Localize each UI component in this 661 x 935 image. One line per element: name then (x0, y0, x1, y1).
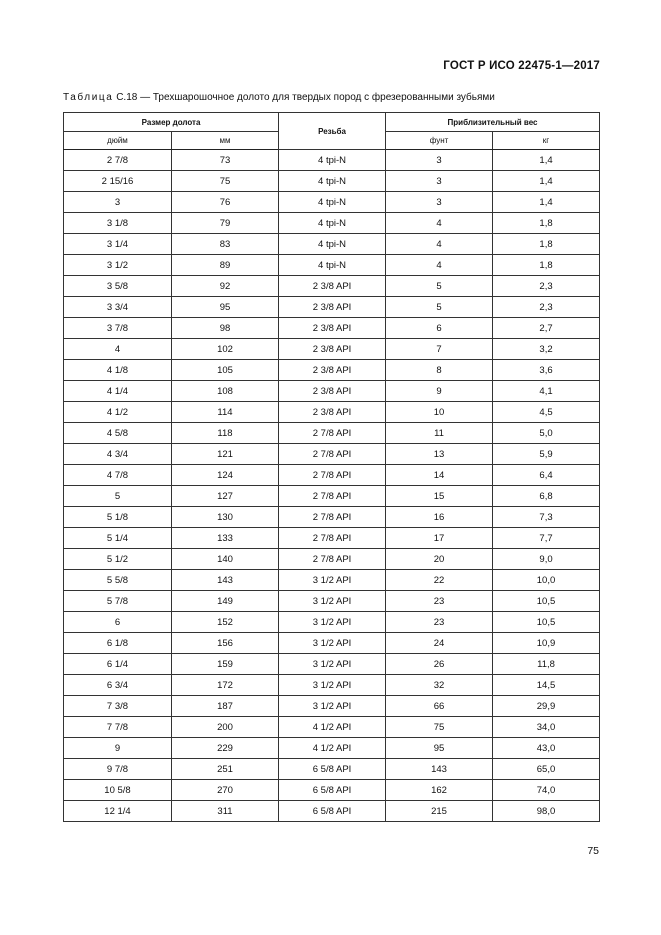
cell-weight-kg: 5,0 (493, 423, 600, 444)
table-row (64, 402, 600, 423)
cell-thread: 2 7/8 API (279, 444, 386, 465)
table-row (64, 381, 600, 402)
cell-weight-lb: 23 (386, 612, 493, 633)
cell-weight-kg: 5,9 (493, 444, 600, 465)
cell-size-mm: 311 (172, 801, 279, 822)
cell-weight-kg: 1,8 (493, 234, 600, 255)
cell-thread: 4 tpi-N (279, 150, 386, 171)
cell-weight-kg: 7,7 (493, 528, 600, 549)
cell-weight-kg: 7,3 (493, 507, 600, 528)
subheader-mm: мм (172, 132, 279, 150)
cell-size-inch: 2 15/16 (64, 171, 172, 192)
cell-weight-kg: 6,4 (493, 465, 600, 486)
cell-size-inch: 6 3/4 (64, 675, 172, 696)
cell-size-inch: 3 1/4 (64, 234, 172, 255)
cell-weight-kg: 14,5 (493, 675, 600, 696)
cell-weight-lb: 4 (386, 213, 493, 234)
cell-thread: 3 1/2 API (279, 591, 386, 612)
cell-size-inch: 5 (64, 486, 172, 507)
table-row (64, 171, 600, 192)
header-weight: Приблизительный вес (386, 113, 600, 132)
cell-size-inch: 6 (64, 612, 172, 633)
cell-weight-kg: 10,9 (493, 633, 600, 654)
cell-thread: 2 7/8 API (279, 528, 386, 549)
cell-weight-lb: 66 (386, 696, 493, 717)
cell-weight-lb: 17 (386, 528, 493, 549)
table-row (64, 549, 600, 570)
cell-size-mm: 124 (172, 465, 279, 486)
cell-weight-kg: 2,3 (493, 276, 600, 297)
table-row (64, 591, 600, 612)
table-row (64, 423, 600, 444)
cell-size-inch: 7 7/8 (64, 717, 172, 738)
table-row (64, 507, 600, 528)
cell-thread: 4 tpi-N (279, 213, 386, 234)
cell-weight-lb: 26 (386, 654, 493, 675)
table-row (64, 696, 600, 717)
table-row (64, 213, 600, 234)
cell-size-inch: 4 1/2 (64, 402, 172, 423)
cell-size-inch: 2 7/8 (64, 150, 172, 171)
cell-weight-kg: 2,7 (493, 318, 600, 339)
cell-thread: 3 1/2 API (279, 675, 386, 696)
cell-size-inch: 6 1/8 (64, 633, 172, 654)
table-row (64, 528, 600, 549)
table-row (64, 801, 600, 822)
cell-thread: 2 3/8 API (279, 318, 386, 339)
subheader-inch: дюйм (64, 132, 172, 150)
cell-weight-kg: 34,0 (493, 717, 600, 738)
cell-size-mm: 121 (172, 444, 279, 465)
cell-size-inch: 12 1/4 (64, 801, 172, 822)
standard-code: ГОСТ Р ИСО 22475-1—2017 (443, 60, 600, 72)
cell-weight-lb: 5 (386, 276, 493, 297)
cell-size-inch: 5 1/2 (64, 549, 172, 570)
cell-size-inch: 9 7/8 (64, 759, 172, 780)
cell-weight-lb: 5 (386, 297, 493, 318)
cell-size-mm: 140 (172, 549, 279, 570)
cell-weight-kg: 6,8 (493, 486, 600, 507)
cell-size-mm: 156 (172, 633, 279, 654)
cell-size-inch: 5 5/8 (64, 570, 172, 591)
subheader-kg: кг (493, 132, 600, 150)
cell-size-mm: 152 (172, 612, 279, 633)
cell-size-inch: 4 1/8 (64, 360, 172, 381)
cell-size-inch: 10 5/8 (64, 780, 172, 801)
cell-weight-lb: 95 (386, 738, 493, 759)
cell-weight-lb: 4 (386, 255, 493, 276)
cell-size-inch: 3 5/8 (64, 276, 172, 297)
cell-weight-lb: 4 (386, 234, 493, 255)
cell-weight-lb: 215 (386, 801, 493, 822)
cell-weight-kg: 4,1 (493, 381, 600, 402)
table-row (64, 234, 600, 255)
cell-weight-lb: 16 (386, 507, 493, 528)
cell-thread: 2 3/8 API (279, 381, 386, 402)
cell-size-inch: 3 (64, 192, 172, 213)
cell-weight-lb: 11 (386, 423, 493, 444)
cell-weight-lb: 23 (386, 591, 493, 612)
cell-thread: 3 1/2 API (279, 696, 386, 717)
cell-size-mm: 149 (172, 591, 279, 612)
cell-thread: 2 3/8 API (279, 402, 386, 423)
cell-weight-lb: 15 (386, 486, 493, 507)
cell-weight-lb: 3 (386, 150, 493, 171)
cell-thread: 3 1/2 API (279, 654, 386, 675)
cell-size-inch: 3 1/2 (64, 255, 172, 276)
cell-thread: 4 1/2 API (279, 738, 386, 759)
table-row (64, 339, 600, 360)
cell-thread: 4 tpi-N (279, 192, 386, 213)
table-row (64, 633, 600, 654)
cell-weight-lb: 75 (386, 717, 493, 738)
cell-weight-lb: 13 (386, 444, 493, 465)
cell-size-mm: 92 (172, 276, 279, 297)
table-row (64, 486, 600, 507)
cell-weight-lb: 9 (386, 381, 493, 402)
cell-weight-lb: 22 (386, 570, 493, 591)
cell-size-mm: 118 (172, 423, 279, 444)
cell-thread: 2 3/8 API (279, 339, 386, 360)
cell-thread: 4 tpi-N (279, 234, 386, 255)
cell-weight-kg: 10,0 (493, 570, 600, 591)
table-row (64, 612, 600, 633)
cell-weight-kg: 3,6 (493, 360, 600, 381)
table-row (64, 465, 600, 486)
cell-thread: 3 1/2 API (279, 570, 386, 591)
table-row (64, 360, 600, 381)
drill-bit-table (63, 112, 600, 822)
table-row (64, 318, 600, 339)
cell-size-mm: 108 (172, 381, 279, 402)
cell-weight-kg: 10,5 (493, 591, 600, 612)
cell-thread: 3 1/2 API (279, 612, 386, 633)
caption-label: Таблица (63, 92, 114, 103)
cell-weight-kg: 2,3 (493, 297, 600, 318)
cell-weight-lb: 162 (386, 780, 493, 801)
cell-weight-lb: 7 (386, 339, 493, 360)
cell-thread: 6 5/8 API (279, 780, 386, 801)
cell-weight-kg: 74,0 (493, 780, 600, 801)
cell-thread: 2 7/8 API (279, 423, 386, 444)
cell-size-mm: 200 (172, 717, 279, 738)
table-row (64, 759, 600, 780)
table-row (64, 192, 600, 213)
cell-thread: 4 1/2 API (279, 717, 386, 738)
cell-weight-kg: 1,4 (493, 150, 600, 171)
caption-text: С.18 — Трехшарошочное долото для твердых пород с фрезерованными зубьями (116, 92, 495, 103)
cell-weight-lb: 6 (386, 318, 493, 339)
cell-size-mm: 83 (172, 234, 279, 255)
cell-thread: 4 tpi-N (279, 255, 386, 276)
cell-thread: 2 7/8 API (279, 507, 386, 528)
header-bit-size: Размер долота (64, 113, 279, 132)
cell-weight-kg: 98,0 (493, 801, 600, 822)
cell-thread: 2 3/8 API (279, 297, 386, 318)
cell-weight-kg: 29,9 (493, 696, 600, 717)
cell-size-mm: 95 (172, 297, 279, 318)
cell-size-mm: 229 (172, 738, 279, 759)
cell-weight-kg: 43,0 (493, 738, 600, 759)
cell-size-mm: 114 (172, 402, 279, 423)
cell-weight-lb: 24 (386, 633, 493, 654)
header-thread: Резьба (279, 113, 386, 150)
table-row (64, 654, 600, 675)
table-row (64, 276, 600, 297)
cell-weight-lb: 3 (386, 171, 493, 192)
cell-size-mm: 73 (172, 150, 279, 171)
cell-size-inch: 6 1/4 (64, 654, 172, 675)
cell-weight-kg: 65,0 (493, 759, 600, 780)
cell-weight-lb: 20 (386, 549, 493, 570)
cell-size-mm: 159 (172, 654, 279, 675)
cell-weight-lb: 8 (386, 360, 493, 381)
cell-thread: 4 tpi-N (279, 171, 386, 192)
table-row (64, 297, 600, 318)
cell-size-inch: 7 3/8 (64, 696, 172, 717)
cell-thread: 3 1/2 API (279, 633, 386, 654)
cell-size-inch: 5 7/8 (64, 591, 172, 612)
cell-size-inch: 4 1/4 (64, 381, 172, 402)
cell-size-inch: 4 3/4 (64, 444, 172, 465)
cell-size-mm: 133 (172, 528, 279, 549)
table-row (64, 570, 600, 591)
cell-weight-kg: 3,2 (493, 339, 600, 360)
cell-size-mm: 251 (172, 759, 279, 780)
cell-thread: 6 5/8 API (279, 759, 386, 780)
cell-size-inch: 3 1/8 (64, 213, 172, 234)
cell-weight-kg: 10,5 (493, 612, 600, 633)
cell-weight-kg: 1,8 (493, 213, 600, 234)
cell-size-mm: 89 (172, 255, 279, 276)
subheader-lb: фунт (386, 132, 493, 150)
cell-size-mm: 143 (172, 570, 279, 591)
cell-size-mm: 75 (172, 171, 279, 192)
cell-size-mm: 172 (172, 675, 279, 696)
cell-size-mm: 270 (172, 780, 279, 801)
cell-size-mm: 130 (172, 507, 279, 528)
table-row (64, 255, 600, 276)
cell-thread: 6 5/8 API (279, 801, 386, 822)
cell-weight-kg: 1,4 (493, 192, 600, 213)
cell-weight-lb: 32 (386, 675, 493, 696)
cell-size-inch: 5 1/4 (64, 528, 172, 549)
table-row (64, 717, 600, 738)
cell-size-mm: 102 (172, 339, 279, 360)
cell-size-inch: 3 7/8 (64, 318, 172, 339)
cell-size-inch: 4 (64, 339, 172, 360)
cell-thread: 2 3/8 API (279, 360, 386, 381)
cell-size-mm: 187 (172, 696, 279, 717)
table-row (64, 780, 600, 801)
table-row (64, 444, 600, 465)
cell-weight-kg: 1,4 (493, 171, 600, 192)
cell-weight-kg: 11,8 (493, 654, 600, 675)
table-row (64, 738, 600, 759)
page-number: 75 (587, 845, 599, 857)
cell-size-inch: 5 1/8 (64, 507, 172, 528)
table-body (64, 150, 600, 822)
cell-weight-kg: 4,5 (493, 402, 600, 423)
table-row (64, 150, 600, 171)
cell-size-inch: 4 7/8 (64, 465, 172, 486)
cell-thread: 2 7/8 API (279, 465, 386, 486)
cell-weight-lb: 143 (386, 759, 493, 780)
cell-size-mm: 79 (172, 213, 279, 234)
cell-weight-lb: 3 (386, 192, 493, 213)
cell-size-mm: 105 (172, 360, 279, 381)
cell-thread: 2 3/8 API (279, 276, 386, 297)
table-caption (63, 92, 495, 103)
cell-thread: 2 7/8 API (279, 549, 386, 570)
cell-weight-kg: 1,8 (493, 255, 600, 276)
cell-size-inch: 9 (64, 738, 172, 759)
cell-size-mm: 127 (172, 486, 279, 507)
cell-weight-lb: 14 (386, 465, 493, 486)
cell-size-inch: 4 5/8 (64, 423, 172, 444)
cell-weight-lb: 10 (386, 402, 493, 423)
cell-size-mm: 98 (172, 318, 279, 339)
table-row (64, 675, 600, 696)
cell-size-inch: 3 3/4 (64, 297, 172, 318)
cell-size-mm: 76 (172, 192, 279, 213)
cell-thread: 2 7/8 API (279, 486, 386, 507)
cell-weight-kg: 9,0 (493, 549, 600, 570)
